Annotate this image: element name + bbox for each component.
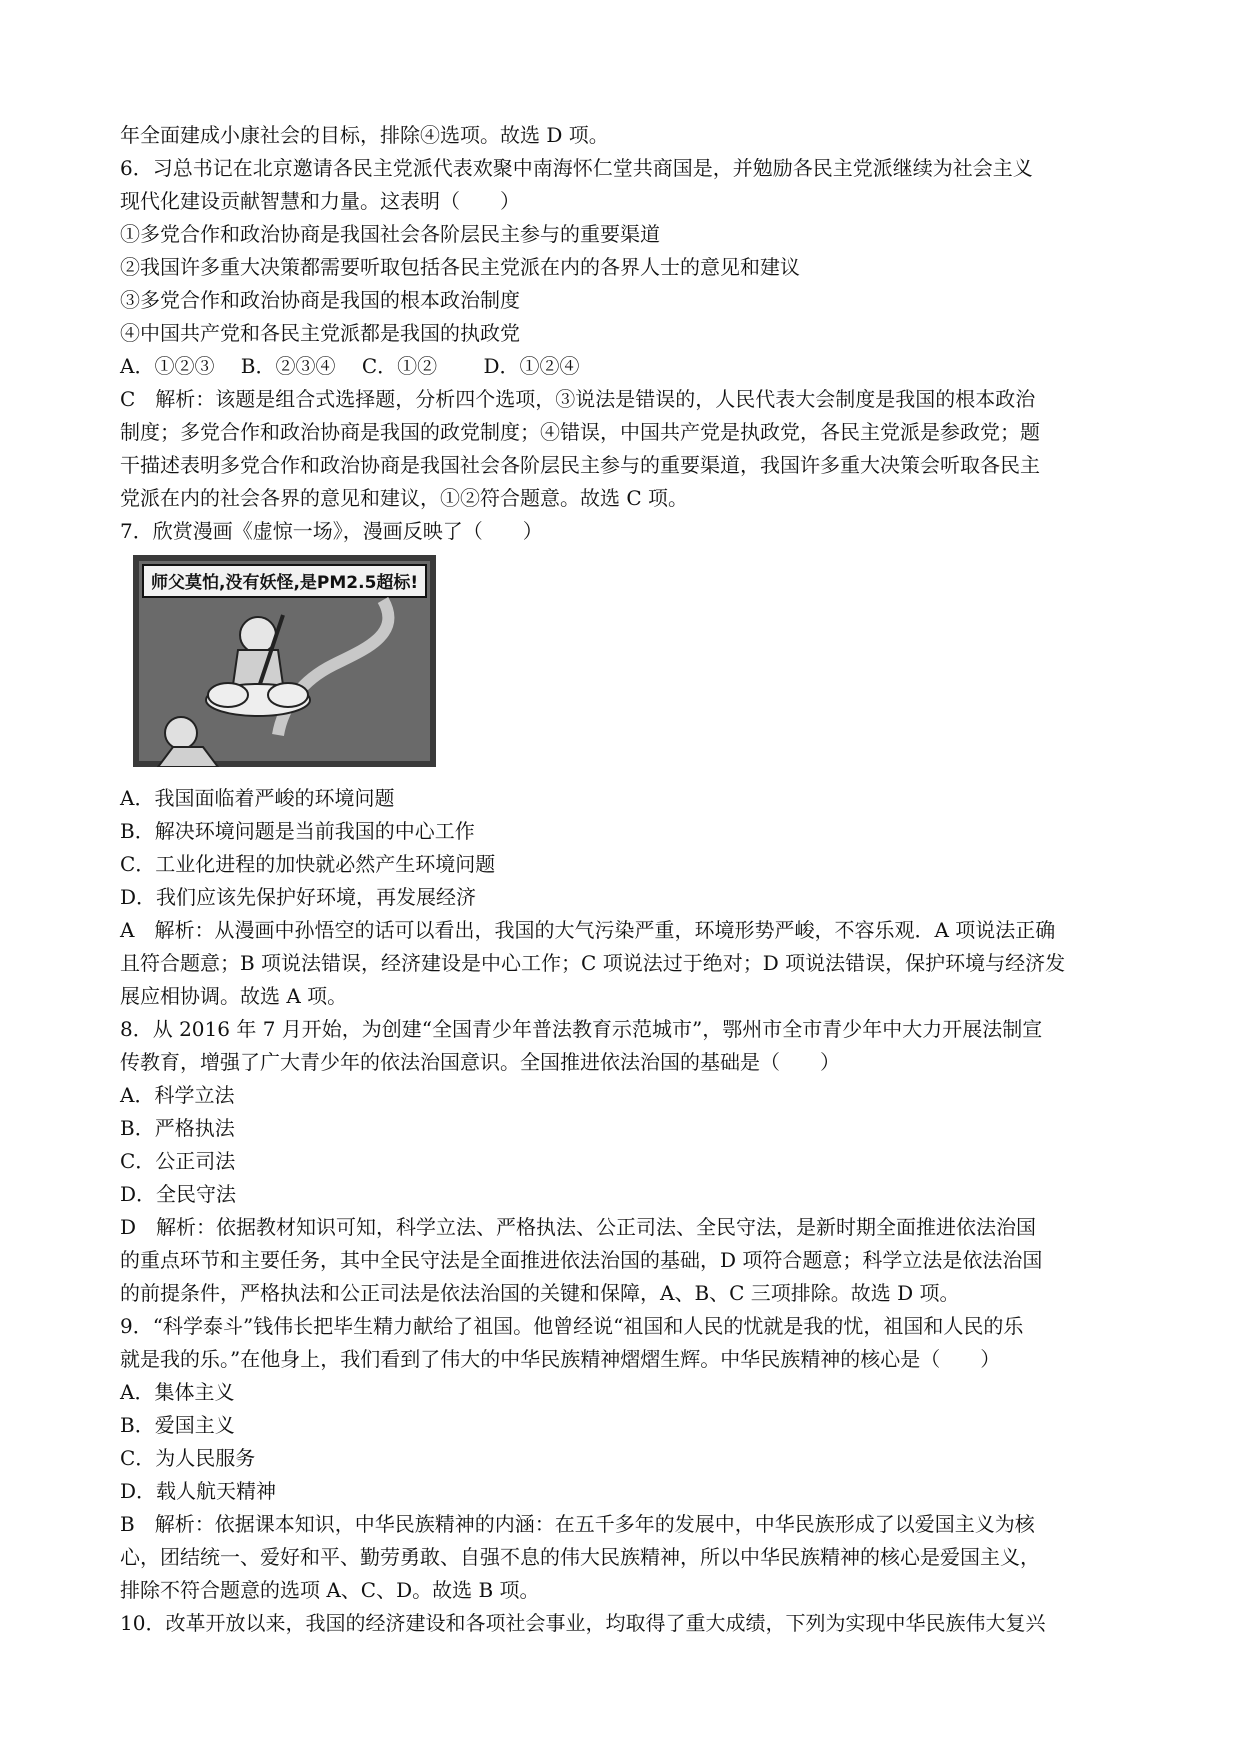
option-a: A．我国面临着严峻的环境问题 xyxy=(120,786,395,810)
question-6-stem: 6．习总书记在北京邀请各民主党派代表欢聚中南海怀仁堂共商国是，并勉励各民主党派继续为社会主义 xyxy=(120,156,1033,180)
text-line: 且符合题意；B 项说法错误，经济建设是中心工作；C 项说法过于绝对；D 项说法错误，保护环境与经济发 xyxy=(120,951,1066,975)
option-a: A．集体主义 xyxy=(120,1380,235,1404)
question-7-analysis: A 解析：从漫画中孙悟空的话可以看出，我国的大气污染严重，环境形势严峻，不容乐观．A 项说法正确 xyxy=(120,918,1056,942)
question-8-stem: 8．从 2016 年 7 月开始，为创建“全国青少年普法教育示范城市”，鄂州市全市青少年中大力开展法制宣 xyxy=(120,1017,1043,1041)
text-line: 制度；多党合作和政治协商是我国的政党制度；④错误，中国共产党是执政党，各民主党派是参政党；题 xyxy=(120,420,1040,444)
option-b: B．爱国主义 xyxy=(120,1413,235,1437)
text-line: 排除不符合题意的选项 A、C、D。故选 B 项。 xyxy=(120,1578,540,1602)
text-line: 的前提条件，严格执法和公正司法是依法治国的关键和保障，A、B、C 三项排除。故选 D 项。 xyxy=(120,1281,960,1305)
question-6-options: A．①②③ B．②③④ C．①② D．①②④ xyxy=(120,354,580,378)
question-8-analysis: D 解析：依据教材知识可知，科学立法、严格执法、公正司法、全民守法，是新时期全面推进依法治国 xyxy=(120,1215,1037,1239)
question-10-stem: 10．改革开放以来，我国的经济建设和各项社会事业，均取得了重大成绩，下列为实现中华民族伟大复兴 xyxy=(120,1611,1046,1635)
option-d: D．我们应该先保护好环境，再发展经济 xyxy=(120,885,477,909)
option-c: C．为人民服务 xyxy=(120,1446,256,1470)
statement-4: ④中国共产党和各民主党派都是我国的执政党 xyxy=(120,321,520,345)
question-9-analysis: B 解析：依据课本知识，中华民族精神的内涵：在五千多年的发展中，中华民族形成了以爱国主义为核 xyxy=(120,1512,1035,1536)
text-line: 干描述表明多党合作和政治协商是我国社会各阶层民主参与的重要渠道，我国许多重大决策会听取各民主 xyxy=(120,453,1040,477)
question-7-stem: 7．欣赏漫画《虚惊一场》，漫画反映了（ ） xyxy=(120,519,543,543)
text-line: 就是我的乐。”在他身上，我们看到了伟大的中华民族精神熠熠生辉。中华民族精神的核心是（ ） xyxy=(120,1347,1001,1371)
text-line: 年全面建成小康社会的目标，排除④选项。故选 D 项。 xyxy=(120,123,609,147)
text-line: 心，团结统一、爱好和平、勤劳勇敢、自强不息的伟大民族精神，所以中华民族精神的核心是爱国主义， xyxy=(120,1545,1040,1569)
text-line: 传教育，增强了广大青少年的依法治国意识。全国推进依法治国的基础是（ ） xyxy=(120,1050,840,1074)
question-9-stem: 9．“科学泰斗”钱伟长把毕生精力献给了祖国。他曾经说“祖国和人民的忧就是我的忧，祖国和人民的乐 xyxy=(120,1314,1024,1338)
option-b: B．解决环境问题是当前我国的中心工作 xyxy=(120,819,475,843)
cartoon-image xyxy=(133,555,436,767)
option-c: C．公正司法 xyxy=(120,1149,236,1173)
question-6-analysis: C 解析：该题是组合式选择题，分析四个选项，③说法是错误的，人民代表大会制度是我国的根本政治 xyxy=(120,387,1036,411)
statement-3: ③多党合作和政治协商是我国的根本政治制度 xyxy=(120,288,520,312)
text-line: 现代化建设贡献智慧和力量。这表明（ ） xyxy=(120,189,520,213)
statement-2: ②我国许多重大决策都需要听取包括各民主党派在内的各界人士的意见和建议 xyxy=(120,255,800,279)
option-d: D．全民守法 xyxy=(120,1182,237,1206)
cartoon-speech: 师父莫怕,没有妖怪,是PM2.5超标! xyxy=(151,573,419,593)
text-line: 的重点环节和主要任务，其中全民守法是全面推进依法治国的基础，D 项符合题意；科学立法是依法治国 xyxy=(120,1248,1043,1272)
option-c: C．工业化进程的加快就必然产生环境问题 xyxy=(120,852,496,876)
option-a: A．科学立法 xyxy=(120,1083,235,1107)
text-line: 展应相协调。故选 A 项。 xyxy=(120,984,348,1008)
option-d: D．载人航天精神 xyxy=(120,1479,277,1503)
text-line: 党派在内的社会各界的意见和建议，①②符合题意。故选 C 项。 xyxy=(120,486,689,510)
statement-1: ①多党合作和政治协商是我国社会各阶层民主参与的重要渠道 xyxy=(120,222,660,246)
option-b: B．严格执法 xyxy=(120,1116,235,1140)
